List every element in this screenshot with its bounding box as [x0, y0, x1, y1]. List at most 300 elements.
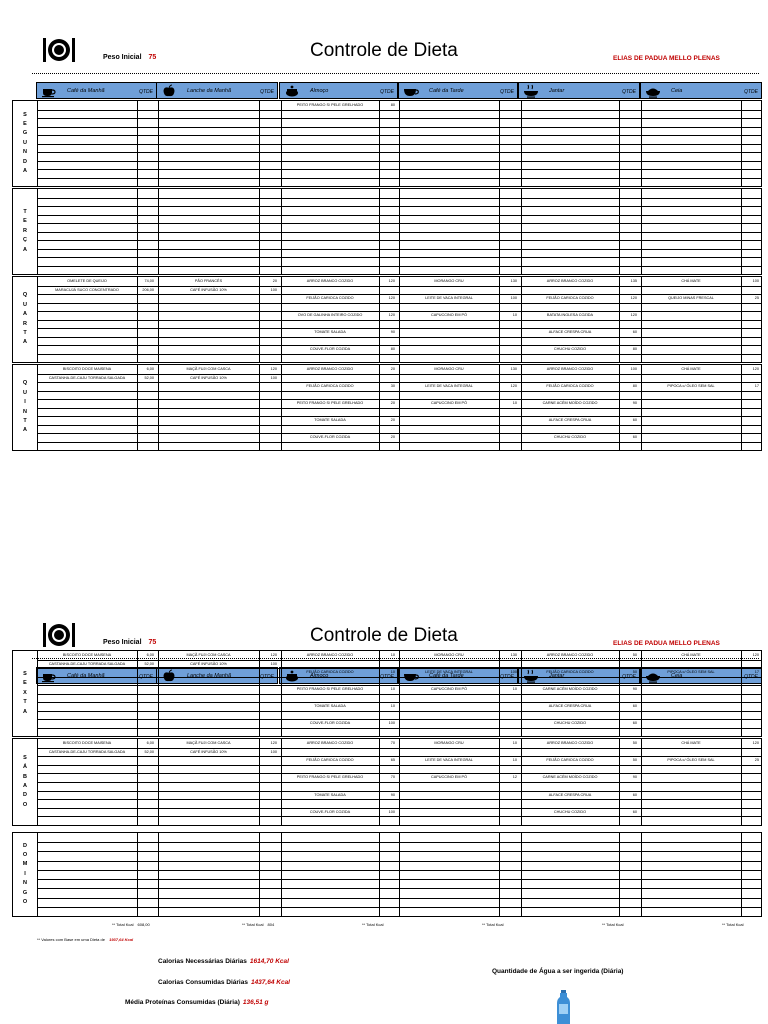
quantity-cell: 52,00 [144, 749, 154, 754]
food-item-cell: LEITE DE VACA INTEGRAL [425, 384, 473, 388]
column-divider [399, 739, 400, 825]
food-item-cell: CASTANHA-DE-CAJU TORRADA SALGADA [48, 661, 126, 666]
food-item-cell: FEIJÃO CARIOCA COZIDO [306, 296, 354, 300]
food-item-cell: PEITO FRANGO S/ PELE GRELHADO [296, 103, 364, 107]
quantity-cell: 10 [390, 653, 395, 657]
day-letter: A [23, 427, 27, 434]
meal-column-header [640, 82, 762, 99]
qty-label: QTDE [380, 89, 394, 95]
quantity-cell: 70 [390, 775, 395, 780]
column-divider [641, 833, 642, 916]
qty-label: QTDE [500, 674, 514, 680]
page-title: Controle de Dieta [310, 625, 458, 646]
qty-label: QTDE [380, 674, 394, 680]
total-kcal-label: ** Total Kcal [362, 922, 384, 927]
food-item-cell: FEIJÃO CARIOCA COZIDO [546, 296, 594, 300]
quantity-cell: 120 [752, 367, 759, 371]
food-item-cell: BISCOITO DOCE MAISENA [62, 741, 112, 745]
quantity-cell: 52,00 [144, 661, 154, 666]
meal-label: Café da Tarde [429, 673, 464, 679]
column-divider [399, 101, 400, 186]
day-letter: Q [22, 292, 28, 299]
food-item-cell: ARROZ BRANCO COZIDO [546, 279, 594, 283]
food-item-cell: COUVE-FLOR COZIDA [309, 347, 351, 351]
food-item-cell: PEITO FRANGO S/ PELE GRELHADO [296, 687, 364, 691]
quantity-cell: 50 [632, 653, 637, 657]
day-letter: D [23, 158, 27, 165]
food-item-cell: ALFACE CRESPA CRUA [548, 792, 592, 797]
food-item-cell: LEITE DE VACA INTEGRAL [425, 670, 473, 674]
quantity-cell: 50 [632, 758, 637, 763]
total-kcal-value: 804 [267, 922, 275, 927]
qty-label: QTDE [139, 89, 153, 95]
footnote [37, 937, 133, 942]
initial-weight [103, 639, 156, 646]
food-item-cell: OVO DE GALINHA INTEIRO COZIDO [297, 313, 363, 317]
coffee-cup-icon [41, 84, 57, 98]
column-divider [379, 101, 380, 186]
column-divider [499, 365, 500, 450]
food-item-cell: CHÁ MATE [681, 279, 701, 283]
column-divider [158, 189, 159, 274]
summary-value: 1614,70 Kcal [249, 958, 289, 965]
quantity-cell: 80 [390, 103, 395, 107]
initial-weight [103, 54, 156, 61]
food-item-cell: BATATA INGLESA COZIDA [546, 313, 594, 317]
food-item-cell: MORANGO CRU [434, 653, 464, 657]
quantity-cell: 10 [512, 741, 517, 745]
quantity-cell: 60 [632, 792, 637, 797]
day-block-quinta [12, 364, 762, 451]
column-divider [281, 101, 282, 186]
day-letter: M [22, 861, 28, 868]
owner-name: ELIAS DE PADUA MELLO PLENAS [613, 640, 720, 647]
quantity-cell: 6,00 [146, 367, 154, 371]
quantity-cell: 100 [388, 721, 395, 725]
food-item-cell: CAPUCCINO EM PÓ [430, 401, 468, 405]
quantity-cell: 10 [390, 687, 395, 691]
quantity-cell: 25 [754, 296, 759, 300]
quantity-cell: 120 [388, 296, 395, 300]
initial-weight-value: 75 [148, 639, 157, 646]
food-item-cell: CAPUCCINO EM PÓ [430, 313, 468, 317]
soup-bowl-icon [523, 84, 539, 98]
day-letter: D [23, 792, 27, 799]
quantity-cell: 17 [754, 384, 759, 388]
food-item-cell: TOMATE SALADA [314, 418, 346, 422]
column-divider [399, 833, 400, 916]
column-divider [259, 189, 260, 274]
day-letter: R [23, 227, 27, 234]
quantity-cell: 120 [630, 313, 637, 317]
food-item-cell: CHUCHU COZIDO [553, 435, 587, 439]
quantity-cell: 50 [632, 741, 637, 745]
rice-bowl-icon [645, 84, 661, 98]
column-divider [741, 365, 742, 450]
column-divider [641, 189, 642, 274]
food-item-cell: PEITO FRANGO S/ PELE GRELHADO [296, 775, 364, 780]
quantity-cell: 135 [630, 279, 637, 283]
quantity-cell: 80 [632, 384, 637, 388]
column-divider [741, 189, 742, 274]
food-item-cell: FEIJÃO CARIOCA COZIDO [306, 758, 354, 763]
food-item-cell: OMELETE DE QUEIJO [67, 279, 107, 283]
initial-weight-label: Peso Inicial [103, 639, 142, 646]
food-item-cell: COUVE-FLOR COZIDA [309, 809, 351, 814]
total-kcal [242, 922, 274, 927]
quantity-cell: 100 [270, 661, 277, 666]
meal-label: Jantar [549, 673, 565, 679]
meal-column-header [36, 82, 157, 99]
quantity-cell: 52,00 [144, 375, 154, 380]
column-divider [281, 833, 282, 916]
summary-value: 136,51 g [242, 999, 269, 1006]
food-item-cell: ARROZ BRANCO COZIDO [546, 367, 594, 371]
total-kcal-label: ** Total Kcal [602, 922, 624, 927]
day-label [13, 189, 38, 274]
quantity-cell: 80 [632, 347, 637, 351]
day-letter: N [23, 408, 27, 415]
quantity-cell: 50 [632, 670, 637, 674]
day-block-sábado [12, 738, 762, 826]
column-divider [641, 277, 642, 362]
food-item-cell: ARROZ BRANCO COZIDO [546, 741, 594, 745]
day-block-domingo [12, 832, 762, 917]
qty-label: QTDE [622, 89, 636, 95]
quantity-cell: 90 [632, 775, 637, 780]
day-block-sexta [12, 650, 762, 737]
food-item-cell: MAÇÃ FUJI COM CASCA [186, 653, 231, 657]
day-letter: A [23, 708, 27, 715]
day-block-terça [12, 188, 762, 275]
day-label [13, 739, 38, 825]
food-item-cell: ARROZ BRANCO COZIDO [306, 653, 354, 657]
quantity-cell: 60 [632, 330, 637, 334]
day-letter: Ç [23, 237, 27, 244]
food-item-cell: ALFACE CRESPA CRUA [548, 704, 592, 708]
food-item-cell: PIPOCA c/ ÓLEO SEM SAL [667, 670, 715, 674]
quantity-cell: 130 [510, 279, 517, 283]
quantity-cell: 60 [632, 809, 637, 814]
quantity-cell: 12 [512, 775, 517, 780]
column-divider [741, 277, 742, 362]
food-item-cell: CARNE ACÉM MOÍDO COZIDO [542, 775, 598, 780]
food-item-cell: LEITE DE VACA INTEGRAL [425, 758, 473, 763]
food-item-cell: ALFACE CRESPA CRUA [548, 418, 592, 422]
quantity-cell: 20 [272, 279, 277, 283]
quantity-cell: 120 [752, 653, 759, 657]
dotted-divider [32, 73, 759, 74]
total-kcal [362, 922, 388, 927]
column-divider [399, 365, 400, 450]
column-divider [399, 277, 400, 362]
meal-label: Almoço [310, 88, 329, 94]
column-divider [499, 101, 500, 186]
day-letter: B [23, 773, 27, 780]
quantity-cell: 100 [630, 367, 637, 371]
food-item-cell: CAFÉ INFUSÃO 10% [190, 661, 227, 666]
quantity-cell: 74,00 [144, 279, 154, 283]
day-letter: O [22, 851, 28, 858]
summary-label: Calorias Necessárias Diárias [158, 958, 247, 965]
quantity-cell: 120 [270, 653, 277, 657]
page-header [0, 0, 768, 75]
column-divider [641, 739, 642, 825]
food-item-cell: ARROZ BRANCO COZIDO [306, 279, 354, 283]
column-divider [499, 739, 500, 825]
column-divider [641, 101, 642, 186]
total-kcal-value: 608,00 [137, 922, 150, 927]
food-item-cell: FEIJÃO CARIOCA COZIDO [306, 670, 354, 674]
day-letter: N [23, 880, 27, 887]
quantity-cell: 90 [632, 401, 637, 405]
quantity-cell: 10 [390, 704, 395, 708]
meal-column-header [156, 82, 278, 99]
day-block-segunda [12, 100, 762, 187]
food-item-cell: TOMATE SALADA [314, 792, 346, 797]
day-letter: U [23, 139, 27, 146]
quantity-cell: 10 [512, 687, 517, 691]
meal-column-header [279, 82, 398, 99]
quantity-cell: 100 [388, 809, 395, 814]
food-item-cell: BISCOITO DOCE MAISENA [62, 367, 112, 371]
owner-name: ELIAS DE PADUA MELLO PLENAS [613, 55, 720, 62]
column-divider [619, 101, 620, 186]
quantity-cell: 20 [390, 401, 395, 405]
qty-label: QTDE [622, 674, 636, 680]
food-item-cell: CHÁ MATE [681, 367, 701, 371]
day-label [13, 365, 38, 450]
food-item-cell: CARNE ACÉM MOÍDO COZIDO [542, 687, 598, 691]
qty-label: QTDE [139, 674, 153, 680]
quantity-cell: 120 [270, 367, 277, 371]
page-header [0, 585, 768, 660]
column-divider [741, 651, 742, 736]
quantity-cell: 20 [390, 418, 395, 422]
day-letter: X [23, 689, 27, 696]
quantity-cell: 100 [270, 375, 277, 380]
column-divider [259, 833, 260, 916]
column-divider [499, 833, 500, 916]
quantity-cell: 100 [510, 296, 517, 300]
qty-label: QTDE [500, 89, 514, 95]
column-divider [158, 101, 159, 186]
food-item-cell: CASTANHA-DE-CAJU TORRADA SALGADA [48, 375, 126, 380]
food-item-cell: ARROZ BRANCO COZIDO [546, 653, 594, 657]
column-divider [741, 833, 742, 916]
day-letter: R [23, 320, 27, 327]
quantity-cell: 120 [388, 279, 395, 283]
food-item-cell: PIPOCA c/ ÓLEO SEM SAL [667, 384, 715, 388]
quantity-cell: 100 [510, 670, 517, 674]
water-intake-label: Quantidade de Água a ser ingerida (Diária) [492, 968, 624, 975]
food-item-cell: MORANGO CRU [434, 741, 464, 745]
food-item-cell: CAPUCCINO EM PÓ [430, 687, 468, 691]
column-divider [158, 833, 159, 916]
meal-label: Almoço [310, 673, 329, 679]
day-letter: A [23, 783, 27, 789]
column-divider [521, 101, 522, 186]
food-item-cell: FEIJÃO CARIOCA COZIDO [546, 758, 594, 763]
day-letter: U [23, 389, 27, 396]
total-kcal-label: ** Total Kcal [482, 922, 504, 927]
qty-label: QTDE [744, 89, 758, 95]
day-label [13, 651, 38, 736]
quantity-cell: 206,00 [142, 287, 154, 292]
quantity-cell: 10 [512, 401, 517, 405]
column-divider [641, 365, 642, 450]
food-item-cell: TOMATE SALADA [314, 704, 346, 708]
total-kcal [112, 922, 150, 927]
food-item-cell: ALFACE CRESPA CRUA [548, 330, 592, 334]
food-item-cell: CHÁ MATE [681, 741, 701, 745]
food-item-cell: MORANGO CRU [434, 279, 464, 283]
qty-label: QTDE [260, 674, 274, 680]
meal-label: Ceia [671, 88, 683, 94]
column-divider [259, 101, 260, 186]
column-divider [399, 189, 400, 274]
total-kcal-label: ** Total Kcal [722, 922, 744, 927]
total-kcal [722, 922, 748, 927]
quantity-cell: 130 [510, 367, 517, 371]
day-letter: O [22, 899, 28, 906]
food-item-cell: COUVE-FLOR COZIDA [309, 721, 351, 725]
quantity-cell: 10 [390, 670, 395, 674]
meal-label: Café da Manhã [67, 673, 105, 679]
quantity-cell: 25 [754, 758, 759, 763]
summary-value: 1437,64 Kcal [250, 979, 290, 986]
day-letter: S [23, 754, 27, 761]
teacup-icon [403, 84, 419, 98]
day-letter: A [23, 246, 27, 253]
food-item-cell: CARNE ACÉM MOÍDO COZIDO [542, 401, 598, 405]
day-letter: S [23, 670, 27, 677]
day-letter: I [24, 870, 26, 877]
quantity-cell: 100 [752, 279, 759, 283]
column-divider [619, 833, 620, 916]
day-letter: T [23, 417, 27, 424]
quantity-cell: 6,00 [146, 741, 154, 745]
quantity-cell: 100 [270, 287, 277, 292]
day-letter: Q [22, 380, 28, 387]
quantity-cell: 60 [632, 418, 637, 422]
quantity-cell: 130 [510, 653, 517, 657]
quantity-cell: 17 [754, 670, 759, 674]
quantity-cell: 90 [632, 687, 637, 691]
quantity-cell: 100 [270, 749, 277, 754]
apple-icon [161, 84, 177, 98]
column-divider [499, 277, 500, 362]
column-divider [137, 833, 138, 916]
day-letter: T [23, 208, 27, 215]
column-divider [741, 101, 742, 186]
quantity-cell: 65 [390, 758, 395, 763]
total-kcal-label: ** Total Kcal [112, 922, 134, 927]
column-divider [399, 651, 400, 736]
day-label [13, 277, 38, 362]
food-item-cell: MAÇÃ FUJI COM CASCA [186, 367, 231, 371]
quantity-cell: 120 [752, 741, 759, 745]
column-divider [137, 189, 138, 274]
quantity-cell: 90 [390, 330, 395, 334]
quantity-cell: 90 [390, 792, 395, 797]
column-divider [741, 739, 742, 825]
food-item-cell: FEIJÃO CARIOCA COZIDO [306, 384, 354, 388]
food-item-cell: MORANGO CRU [434, 367, 464, 371]
meal-label: Café da Manhã [67, 88, 105, 94]
quantity-cell: 120 [630, 296, 637, 300]
food-item-cell: FEIJÃO CARIOCA COZIDO [546, 670, 594, 674]
quantity-cell: 30 [390, 384, 395, 388]
food-item-cell: CASTANHA-DE-CAJU TORRADA SALGADA [48, 749, 126, 754]
total-kcal [482, 922, 508, 927]
summary-protein-average [125, 999, 269, 1006]
food-item-cell: FEIJÃO CARIOCA COZIDO [546, 384, 594, 388]
day-letter: G [22, 889, 28, 896]
initial-weight-value: 75 [148, 54, 157, 61]
column-divider [281, 189, 282, 274]
day-letter: G [22, 130, 28, 137]
summary-label: Calorias Consumidas Diárias [158, 979, 248, 986]
day-letter: E [23, 120, 27, 127]
total-kcal-label: ** Total Kcal [242, 922, 264, 927]
cooking-pot-icon [284, 84, 300, 98]
meal-label: Jantar [549, 88, 565, 94]
summary-calories-needed [158, 958, 289, 965]
column-divider [499, 651, 500, 736]
quantity-cell: 20 [390, 367, 395, 371]
food-item-cell: ARROZ BRANCO COZIDO [306, 367, 354, 371]
meal-label: Café da Tarde [429, 88, 464, 94]
day-letter: O [22, 801, 28, 808]
quantity-cell: 20 [390, 435, 395, 439]
quantity-cell: 10 [512, 758, 517, 763]
food-item-cell: ARROZ BRANCO COZIDO [306, 741, 354, 745]
day-block-quarta [12, 276, 762, 363]
food-item-cell: CHÁ MATE [681, 653, 701, 657]
footnote-value: 1937,64 Kcal [109, 937, 134, 942]
day-letter: A [23, 168, 27, 175]
quantity-cell: 60 [632, 435, 637, 439]
food-item-cell: CAFÉ INFUSÃO 10% [190, 749, 227, 754]
food-item-cell: PEITO FRANGO S/ PELE GRELHADO [296, 401, 364, 405]
column-divider [521, 833, 522, 916]
day-letter: T [23, 699, 27, 706]
qty-label: QTDE [744, 674, 758, 680]
column-divider [379, 833, 380, 916]
quantity-cell: 120 [270, 741, 277, 745]
day-letter: D [23, 842, 27, 849]
food-item-cell: PÃO FRANCÊS [194, 279, 223, 283]
day-letter: E [23, 680, 27, 687]
water-bottle-icon [557, 990, 570, 1024]
plate-cutlery-icon [42, 622, 76, 648]
quantity-cell: 80 [390, 347, 395, 351]
column-divider [499, 189, 500, 274]
quantity-cell: 10 [512, 313, 517, 317]
column-divider [379, 189, 380, 274]
food-item-cell: CAPUCCINO EM PÓ [430, 775, 468, 780]
qty-label: QTDE [260, 89, 274, 95]
total-kcal [602, 922, 628, 927]
day-letter: U [23, 301, 27, 308]
quantity-cell: 120 [388, 313, 395, 317]
column-divider [521, 189, 522, 274]
quantity-cell: 6,00 [146, 653, 154, 657]
summary-calories-consumed [158, 979, 290, 986]
meal-column-header [398, 82, 518, 99]
day-letter: E [23, 218, 27, 225]
